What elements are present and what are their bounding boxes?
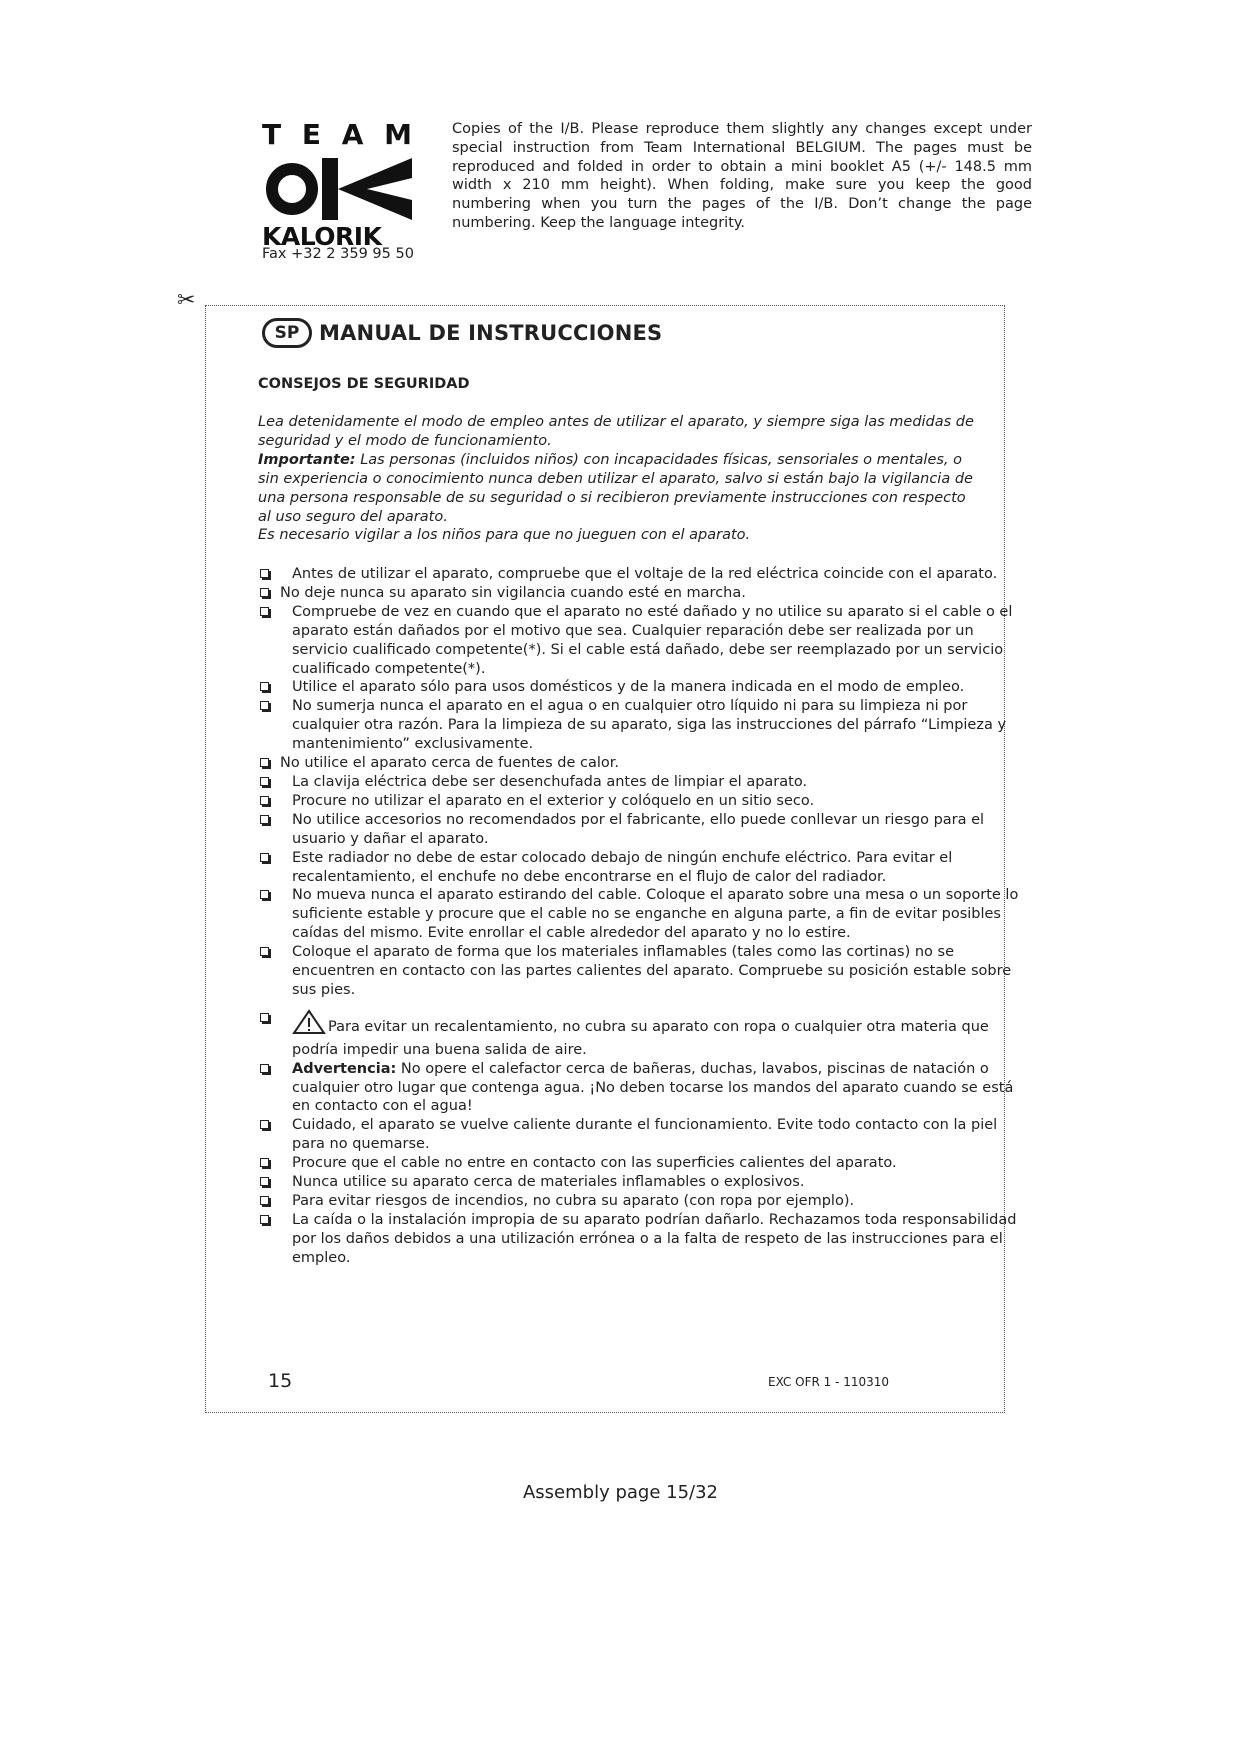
logo-brand: KALORIK — [262, 222, 382, 251]
logo-team-letters — [262, 120, 412, 150]
list-item-text: Cuidado, el aparato se vuelve caliente durante el funcionamiento. Evite todo contacto con la piel para no quemarse. — [292, 1117, 998, 1153]
list-item — [258, 1009, 1028, 1060]
document-code: EXC OFR 1 - 110310 — [768, 1375, 890, 1389]
checkbox-bullet-icon — [260, 815, 269, 824]
list-item — [258, 1173, 1028, 1192]
list-item-text: Antes de utilizar el aparato, compruebe que el voltaje de la red eléctrica coincide con el aparato. — [292, 566, 998, 582]
checkbox-bullet-icon — [260, 1120, 269, 1129]
list-item — [258, 584, 1028, 603]
list-item — [258, 678, 1028, 697]
important-note — [258, 451, 978, 527]
important-label: Importante: — [258, 451, 356, 468]
logo-letter: A — [341, 118, 364, 151]
list-item — [258, 886, 1028, 943]
intro-line: Lea detenidamente el modo de empleo antes de utilizar el aparato, y siempre siga las medidas de seguridad y el modo de funcionamiento. — [258, 414, 974, 449]
safety-list — [258, 565, 1028, 1268]
checkbox-bullet-icon — [260, 853, 269, 862]
list-item-text: Para evitar riesgos de incendios, no cubra su aparato (con ropa por ejemplo). — [292, 1193, 855, 1209]
manual-title: MANUAL DE INSTRUCCIONES — [319, 321, 663, 345]
important-text: Las personas (incluidos niños) con incapacidades físicas, sensoriales o mentales, o sin experiencia o conocimiento nunca deben utilizar el aparato, salvo si están bajo la vigilancia de una persona responsable de su seguridad o si recibieron previamente instrucciones con respecto al uso seguro del aparato. — [258, 451, 973, 525]
list-item-text: Procure no utilizar el aparato en el exterior y colóquelo en un sitio seco. — [292, 792, 815, 809]
warning-lead: Advertencia: — [292, 1060, 397, 1077]
checkbox-bullet-icon — [260, 1196, 269, 1205]
team-kalorik-logo — [262, 120, 412, 251]
list-item — [258, 1060, 1028, 1117]
checkbox-bullet-icon — [260, 1215, 269, 1224]
section-title: CONSEJOS DE SEGURIDAD — [258, 376, 470, 392]
checkbox-bullet-icon — [260, 758, 269, 767]
printer-notice: Copies of the I/B. Please reproduce them slightly any changes except under special instruction from Team International BELGIUM. The pages must be reproduced and folded in order to obtain a mini booklet A5 (+/- 148.5 mm width x 210 mm height). When folding, make sure you keep the good numbering when you turn the pages of the I/B. Don’t change the page numbering. Keep the language integrity. — [452, 121, 1032, 231]
fax-number: Fax +32 2 359 95 50 — [262, 246, 414, 262]
checkbox-bullet-icon — [260, 569, 269, 578]
list-item-text: No utilice el aparato cerca de fuentes de calor. — [280, 755, 619, 772]
list-item-text: La caída o la instalación impropia de su aparato podrían dañarlo. Rechazamos toda responsabilidad por los daños debidos a una utilización errónea o a la falta de respeto de las instrucciones para el empleo. — [292, 1211, 1017, 1266]
intro-paragraph — [258, 413, 978, 545]
logo-letter: M — [384, 118, 412, 151]
language-badge: SP — [262, 318, 312, 348]
manual-header — [262, 318, 662, 348]
list-item-text: Este radiador no debe de estar colocado debajo de ningún enchufe eléctrico. Para evitar el recalentamiento, el enchufe no debe encontrarse en el flujo de calor del radiador. — [292, 849, 953, 885]
list-item — [258, 1116, 1028, 1154]
intro-line: Es necesario vigilar a los niños para que no jueguen con el aparato. — [258, 527, 751, 544]
checkbox-bullet-icon — [260, 1158, 269, 1167]
checkbox-bullet-icon — [260, 947, 269, 956]
checkbox-bullet-icon — [260, 701, 269, 710]
list-item — [258, 849, 1028, 887]
list-item — [258, 943, 1028, 1000]
list-item — [258, 811, 1028, 849]
checkbox-bullet-icon — [260, 607, 269, 616]
checkbox-bullet-icon — [260, 1013, 269, 1022]
list-item — [258, 754, 1028, 773]
list-item — [258, 1211, 1028, 1268]
logo-letter: T — [262, 118, 282, 151]
list-item-text: Nunca utilice su aparato cerca de materiales inflamables o explosivos. — [292, 1174, 805, 1191]
checkbox-bullet-icon — [260, 777, 269, 786]
list-item-text: No mueva nunca el aparato estirando del cable. Coloque el aparato sobre una mesa o un soporte lo suficiente estable y procure que el cable no se enganche en alguna parte, a fin de evitar posibles caídas del mismo. Evite enrollar el cable alrededor del aparato y no lo estire. — [292, 887, 1019, 942]
list-item-text: No utilice accesorios no recomendados por el fabricante, ello puede conllevar un riesgo para el usuario y dañar el aparato. — [292, 811, 985, 847]
warning-triangle-icon — [292, 1009, 326, 1041]
list-item — [258, 1154, 1028, 1173]
list-item-text: No sumerja nunca el aparato en el agua o en cualquier otro líquido ni para su limpieza ni por cualquier otra razón. Para la limpieza de su aparato, siga las instrucciones del párrafo “Limpieza y mantenimiento” exclusivamente. — [292, 698, 1007, 753]
assembly-page-label: Assembly page 15/32 — [522, 1482, 719, 1503]
checkbox-bullet-icon — [260, 588, 269, 597]
checkbox-bullet-icon — [260, 682, 269, 691]
checkbox-bullet-icon — [260, 1177, 269, 1186]
list-item — [258, 773, 1028, 792]
list-item-text: La clavija eléctrica debe ser desenchufada antes de limpiar el aparato. — [292, 773, 808, 790]
scissors-icon: ✂ — [177, 288, 196, 313]
checkbox-bullet-icon — [260, 1064, 269, 1073]
checkbox-bullet-icon — [260, 890, 269, 899]
page-number: 15 — [268, 1370, 293, 1392]
list-item — [258, 603, 1028, 679]
list-item-text: Utilice el aparato sólo para usos domésticos y de la manera indicada en el modo de empleo. — [292, 679, 965, 696]
logo-k-mark-icon — [262, 158, 412, 218]
list-item — [258, 1192, 1028, 1211]
list-item-text: Compruebe de vez en cuando que el aparato no esté dañado y no utilice su aparato si el cable o el aparato están dañados por el motivo que sea. Cualquier reparación debe ser realizada por un servicio cualificado competente(*). Si el cable está dañado, debe ser reemplazado por un servicio cualificado competente(*). — [292, 603, 1013, 677]
logo-letter: E — [301, 118, 321, 151]
list-item — [258, 565, 1028, 584]
list-item-text: Coloque el aparato de forma que los materiales inflamables (tales como las cortinas) no se encuentren en contacto con las partes calientes del aparato. Compruebe su posición estable sobre sus pies. — [292, 944, 1012, 998]
list-item-text: Procure que el cable no entre en contacto con las superficies calientes del aparato. — [292, 1155, 897, 1172]
list-item — [258, 697, 1028, 754]
list-item — [258, 792, 1028, 811]
list-item-text: Advertencia: No opere el calefactor cerca de bañeras, duchas, lavabos, piscinas de natación o cualquier otro lugar que contenga agua. ¡No deben tocarse los mandos del aparato cuando se está en contacto con el agua! — [292, 1060, 1014, 1115]
list-item-text: No deje nunca su aparato sin vigilancia cuando esté en marcha. — [280, 584, 746, 601]
checkbox-bullet-icon — [260, 796, 269, 805]
list-item-text: Para evitar un recalentamiento, no cubra su aparato con ropa o cualquier otra materia que podría impedir una buena salida de aire. — [292, 1018, 989, 1058]
